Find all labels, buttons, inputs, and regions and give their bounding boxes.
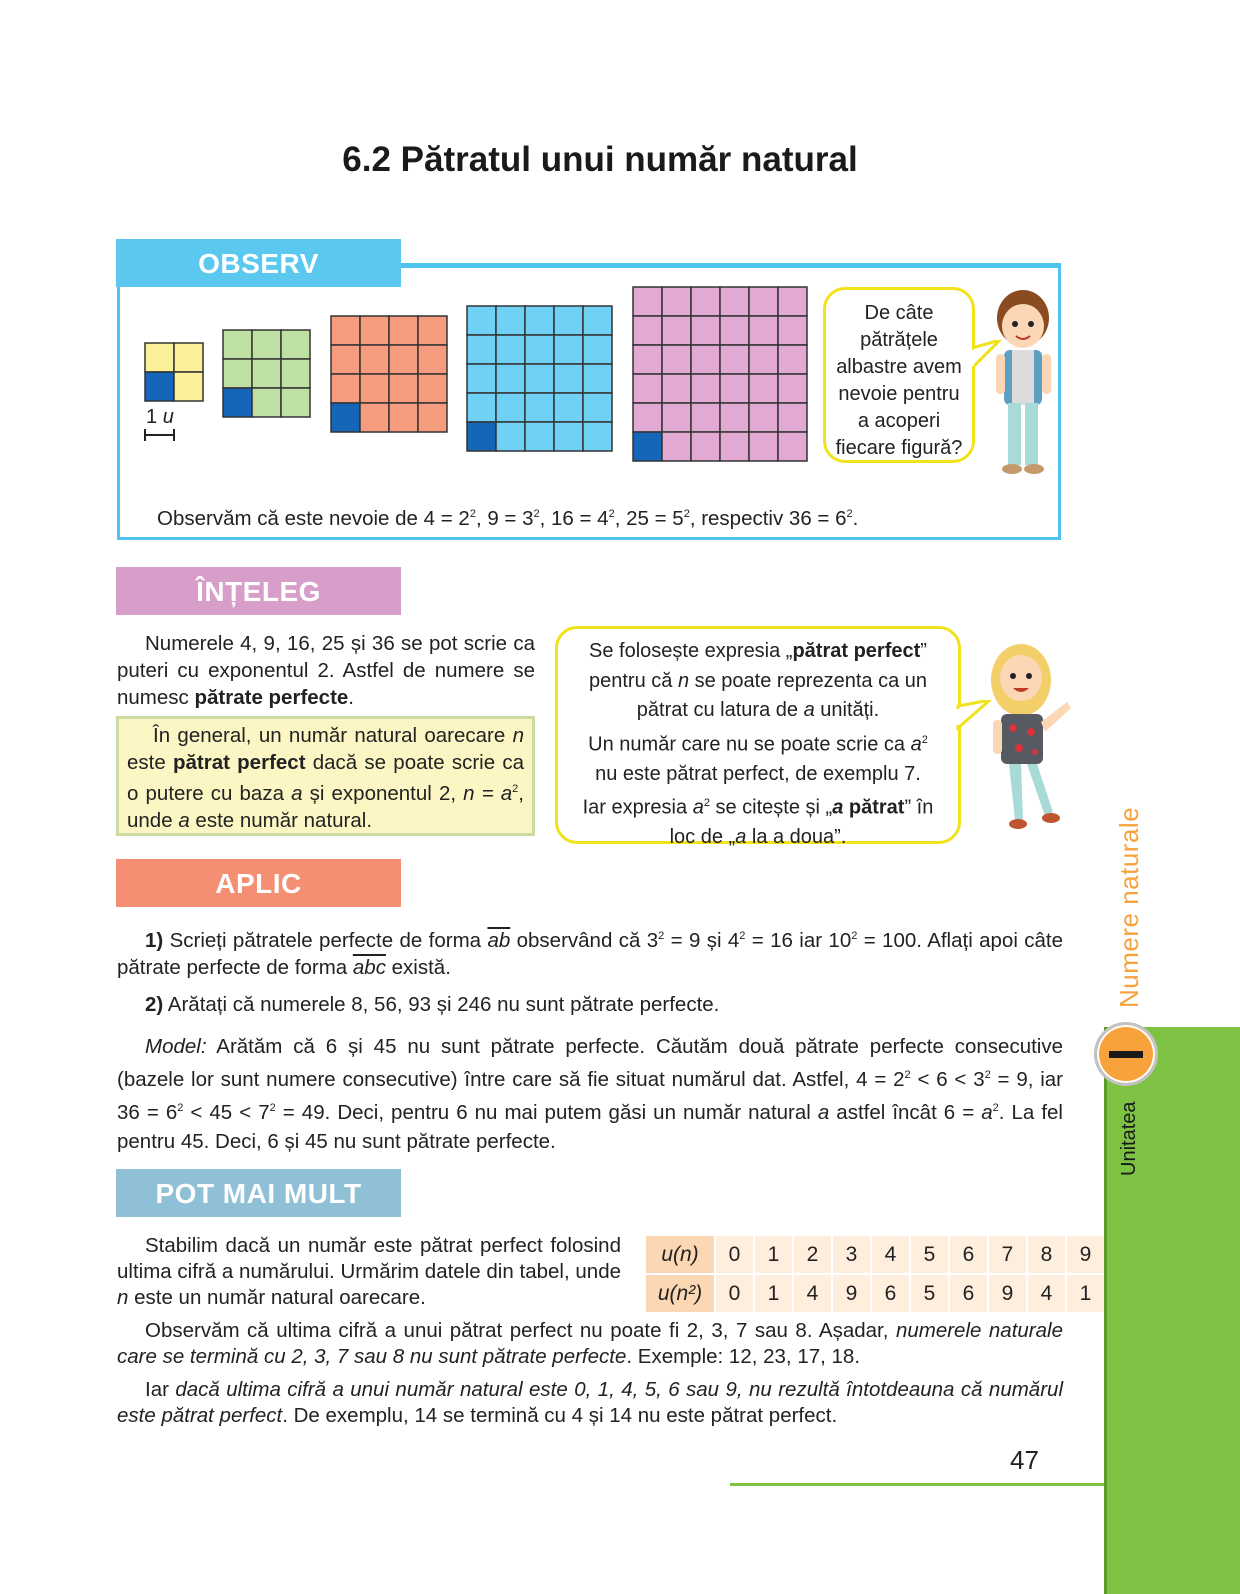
grid-cell	[662, 316, 691, 345]
grid-cell	[281, 330, 310, 359]
table-cell: 3	[832, 1236, 871, 1274]
unit-segment-icon	[143, 428, 177, 442]
grid-cell	[691, 374, 720, 403]
boy-illustration	[990, 288, 1060, 483]
unit-square	[331, 403, 360, 432]
unit-square	[223, 388, 252, 417]
grid-cell	[691, 403, 720, 432]
grid-cell	[252, 330, 281, 359]
grid-cell	[554, 306, 583, 335]
table-cell: 6	[949, 1236, 988, 1274]
table-cell: 1	[754, 1274, 793, 1313]
grid-cell	[496, 335, 525, 364]
grid-cell	[331, 316, 360, 345]
table-row	[646, 1274, 1105, 1313]
table-cell: 6	[949, 1274, 988, 1313]
page-title: 6.2 Pătratul unui număr natural	[342, 140, 858, 179]
grid-cell	[778, 374, 807, 403]
grid-cell	[633, 316, 662, 345]
grid-cell	[778, 432, 807, 461]
grid-cell	[691, 316, 720, 345]
grid-cell	[583, 364, 612, 393]
table-cell: 1	[754, 1236, 793, 1274]
grid-cell	[496, 422, 525, 451]
grid-cell	[749, 403, 778, 432]
grid-cell	[554, 364, 583, 393]
grid-cell	[223, 330, 252, 359]
table-cell: 9	[988, 1274, 1027, 1313]
table-header-un2: u(n²)	[646, 1274, 715, 1313]
grid-cell	[662, 345, 691, 374]
grid-cell	[554, 393, 583, 422]
table-cell: 5	[910, 1274, 949, 1313]
grid-cell	[662, 374, 691, 403]
last-digit-table	[646, 1236, 1106, 1314]
grid-cell	[633, 403, 662, 432]
pot-paragraph-3: Iar dacă ultima cifră a unui număr natural este 0, 1, 4, 5, 6 sau 9, nu rezultă întotdeauna că numărul este pătrat perfect. De exemplu, 14 se termină cu 4 și 14 nu este pătrat perfect.	[117, 1378, 1063, 1427]
grid-cell	[691, 432, 720, 461]
girl-illustration	[985, 640, 1085, 835]
grid-cell	[252, 388, 281, 417]
grid-cell	[496, 306, 525, 335]
unit-label: 1 u	[146, 406, 174, 428]
grid-cell	[720, 287, 749, 316]
grid-cell	[418, 374, 447, 403]
section-pot-mai-mult-header: POT MAI MULT	[116, 1169, 401, 1217]
grid-cell	[633, 374, 662, 403]
grid-cell	[174, 343, 203, 372]
exercise-2: 2) Arătați că numerele 8, 56, 93 și 246 nu sunt pătrate perfecte.	[145, 993, 720, 1016]
grid-cell	[749, 287, 778, 316]
grid-cell	[389, 374, 418, 403]
square-grids-figure	[140, 280, 820, 470]
grid-cell	[174, 372, 203, 401]
grid-cell	[633, 345, 662, 374]
grid-cell	[691, 287, 720, 316]
grid-cell	[389, 316, 418, 345]
observ-speech-bubble: De câte pătrățele albastre avem nevoie pentru a acoperi fiecare figură?	[823, 287, 975, 463]
grid-cell	[720, 316, 749, 345]
table-cell: 2	[793, 1236, 832, 1274]
unit-square	[467, 422, 496, 451]
grid-cell	[525, 393, 554, 422]
page-number: 47	[1010, 1445, 1039, 1475]
grid-cell	[633, 287, 662, 316]
grid-cell	[467, 335, 496, 364]
section-observ-header: OBSERV	[116, 239, 401, 287]
inteleg-speech-bubble: Se folosește expresia „pătrat perfect” pentru că n se poate reprezenta ca un pătrat cu latura de a unități. Un număr care nu se poate scrie ca $a^2$ nu este pătrat perfect, de exemplu 7. Iar expresia $a^2$ se citește și „a pătrat” în loc de „a la a doua”.	[555, 626, 961, 844]
grid-cell	[778, 287, 807, 316]
grid-cell	[467, 306, 496, 335]
unit-number-badge	[1094, 1022, 1158, 1086]
grid-cell	[360, 345, 389, 374]
inteleg-paragraph: Numerele 4, 9, 16, 25 și 36 se pot scrie ca puteri cu exponentul 2. Astfel de numere se numesc pătrate perfecte.	[117, 632, 535, 709]
observ-header-line	[401, 263, 1061, 266]
grid-cell	[778, 403, 807, 432]
grid-cell	[662, 287, 691, 316]
grid-cell	[720, 432, 749, 461]
grid-cell	[778, 316, 807, 345]
unit-word: Unitatea	[1118, 1101, 1140, 1176]
table-cell: 9	[1066, 1236, 1105, 1274]
grid-cell	[720, 403, 749, 432]
grid-cell	[467, 393, 496, 422]
grid-cell	[691, 345, 720, 374]
grid-cell	[360, 316, 389, 345]
table-cell: 4	[793, 1274, 832, 1313]
grid-cell	[720, 374, 749, 403]
grid-cell	[496, 364, 525, 393]
grid-cell	[360, 403, 389, 432]
grid-cell	[749, 345, 778, 374]
grid-cell	[389, 345, 418, 374]
grid-cell	[496, 393, 525, 422]
unit-square	[145, 372, 174, 401]
grid-cell	[331, 345, 360, 374]
grid-cell	[467, 364, 496, 393]
table-row	[646, 1236, 1105, 1274]
table-cell: 6	[871, 1274, 910, 1313]
grid-cell	[525, 422, 554, 451]
unit-sidebar-edge	[1104, 1027, 1107, 1594]
grid-cell	[418, 316, 447, 345]
footer-line	[730, 1483, 1104, 1486]
model-paragraph: Model: Arătăm că 6 și 45 nu sunt pătrate perfecte. Căutăm două pătrate perfecte consecutive (bazele lor sunt numere consecutive) între care să fie situat numărul dat. Astfel, $4 = 2^2 < 6 < 3^2 = 9$, iar $36 = 6^2 < 45 < 7^2 = 49$. Deci, pentru 6 nu mai putem găsi un număr natural a astfel încât $6 = a^2$. La fel pentru 45. Deci, 6 și 45 nu sunt pătrate perfecte.	[117, 1035, 1064, 1153]
grid-cell	[281, 388, 310, 417]
table-cell: 8	[1027, 1236, 1066, 1274]
table-cell: 9	[832, 1274, 871, 1313]
grid-cell	[749, 432, 778, 461]
grid-cell	[778, 345, 807, 374]
grid-cell	[331, 374, 360, 403]
grid-cell	[145, 343, 174, 372]
unit-number-roman	[1109, 1051, 1143, 1058]
grid-cell	[583, 422, 612, 451]
grid-cell	[389, 403, 418, 432]
table-cell: 0	[715, 1274, 754, 1313]
table-cell: 5	[910, 1236, 949, 1274]
grid-cell	[223, 359, 252, 388]
grid-cell	[749, 316, 778, 345]
table-cell: 0	[715, 1236, 754, 1274]
table-cell: 4	[1027, 1274, 1066, 1313]
grid-cell	[554, 335, 583, 364]
unit-title: Numere naturale	[1114, 806, 1144, 1008]
exercise-1: 1) Scrieți pătratele perfecte de forma $\overline{ab}$ observând că $3^2 = 9$ și $4^2 = 16$ iar $10^2 = 100$. Aflați apoi câte pătrate perfecte de forma $\overline{abc}$ există.	[117, 928, 1063, 979]
table-cell: 1	[1066, 1274, 1105, 1313]
grid-cell	[525, 364, 554, 393]
pot-paragraph-2: Observăm că ultima cifră a unui pătrat perfect nu poate fi 2, 3, 7 sau 8. Așadar, numerele naturale care se termină cu 2, 3, 7 sau 8 nu sunt pătrate perfecte. Exemple: 12, 23, 17, 18.	[117, 1319, 1063, 1368]
grid-cell	[662, 403, 691, 432]
grid-cell	[720, 345, 749, 374]
grid-cell	[583, 306, 612, 335]
definition-box: În general, un număr natural oarecare n este pătrat perfect dacă se poate scrie ca o putere cu baza a și exponentul 2, $n = a^2$, unde a este număr natural.	[116, 716, 535, 836]
observ-conclusion: Observăm că este nevoie de $4 = 2^2$, $9 = 3^2$, $16 = 4^2$, $25 = 5^2$, respectiv $36 = 6^2$.	[157, 506, 859, 530]
section-inteleg-header: ÎNȚELEG	[116, 567, 401, 615]
grid-cell	[252, 359, 281, 388]
section-aplic-header: APLIC	[116, 859, 401, 907]
unit-square	[633, 432, 662, 461]
grid-cell	[583, 393, 612, 422]
grid-cell	[525, 335, 554, 364]
grid-cell	[583, 335, 612, 364]
grid-cell	[360, 374, 389, 403]
grid-cell	[418, 345, 447, 374]
table-cell: 7	[988, 1236, 1027, 1274]
table-cell: 4	[871, 1236, 910, 1274]
grid-cell	[525, 306, 554, 335]
table-header-un: u(n)	[646, 1236, 715, 1274]
grid-cell	[281, 359, 310, 388]
grid-cell	[554, 422, 583, 451]
grid-cell	[418, 403, 447, 432]
pot-paragraph-1: Stabilim dacă un număr este pătrat perfect folosind ultima cifră a numărului. Urmărim datele din tabel, unde n este un număr natural oarecare.	[117, 1234, 621, 1309]
grid-cell	[662, 432, 691, 461]
grid-cell	[749, 374, 778, 403]
